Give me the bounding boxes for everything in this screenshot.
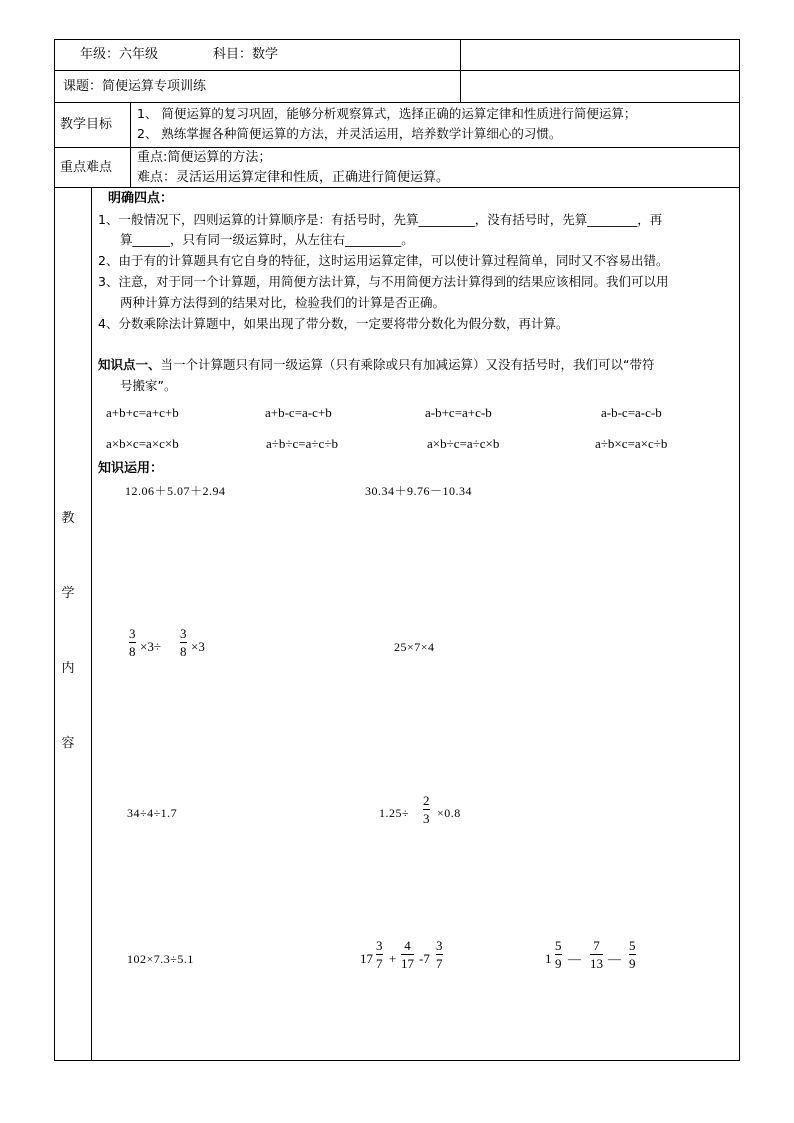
fraction (423, 794, 430, 825)
side-label-char: 教 (61, 511, 75, 526)
side-label-char: 内 (61, 661, 75, 676)
exercise-operator: — (568, 951, 581, 966)
row-divider (54, 70, 740, 71)
rule-item: a+b-c=a-c+b (265, 405, 332, 420)
exercise-operator: ×0.8 (437, 806, 461, 820)
denominator: 13 (590, 956, 603, 971)
fraction-bar (401, 954, 414, 955)
denominator: 17 (401, 956, 414, 971)
content-column-divider (91, 187, 92, 1061)
row-divider (54, 147, 740, 148)
numerator: 5 (555, 938, 562, 953)
denominator: 7 (436, 956, 443, 971)
fraction-bar (629, 954, 636, 955)
keypoint-line: 重点:简便运算的方法； (137, 150, 272, 165)
numerator: 5 (629, 938, 636, 953)
point-text: 算______，只有同一级运算时，从左往右_________。 (120, 232, 414, 247)
fraction (376, 939, 383, 970)
numerator: 3 (376, 938, 383, 953)
keypoint-line: 难点：灵活运用运算定律和性质，正确进行简便运算。 (137, 170, 450, 185)
exercise: 12.06＋5.07＋2.94 (125, 484, 226, 498)
exercise: 102×7.3÷5.1 (127, 952, 194, 966)
point-text: 2、由于有的计算题具有它自身的特征，这时运用运算定律，可以使计算过程简单，同时又不容易出错。 (98, 253, 669, 268)
rule-item: a÷b÷c=a÷c÷b (266, 436, 338, 451)
exercise-operator: + (389, 951, 397, 966)
denominator: 8 (180, 644, 187, 659)
practice-title: 知识运用： (98, 461, 164, 476)
fraction-bar (436, 954, 443, 955)
label-column-divider (130, 102, 131, 187)
rule-item: a÷b×c=a×c÷b (595, 436, 668, 451)
objective-line: 2、 熟练掌握各种简便运算的方法，并灵活运用，培养数学计算细心的习惯。 (137, 126, 562, 141)
exercise-operator: — (608, 951, 621, 966)
fraction (555, 939, 562, 970)
subject-label: 科目：数学 (213, 47, 279, 62)
exercise-operator: ×3 (191, 639, 205, 654)
whole-number: 1 (545, 951, 552, 966)
denominator: 3 (423, 811, 430, 826)
numerator: 3 (180, 626, 187, 641)
fraction (180, 627, 187, 658)
kp1-text: 当一个计算题只有同一级运算（只有乘除或只有加减运算）又没有括号时，我们可以“带符 (160, 357, 655, 372)
whole-number: 17 (360, 951, 373, 966)
point-text: 1、一般情况下，四则运算的计算顺序是：有括号时，先算_________，没有括号时，先算________，再 (98, 212, 663, 227)
exercise-operator: -7 (419, 951, 430, 966)
exercise-operator: ×3÷ (140, 639, 161, 654)
exercise: 30.34＋9.76－10.34 (365, 484, 473, 498)
numerator: 7 (593, 938, 600, 953)
row-divider (54, 187, 740, 188)
fraction-bar (590, 954, 603, 955)
side-label-char: 容 (61, 736, 75, 751)
denominator: 9 (555, 956, 562, 971)
numerator: 3 (436, 938, 443, 953)
point-text: 3、注意，对于同一个计算题，用简便方法计算，与不用简便方法计算得到的结果应该相同。我们可以用 (98, 274, 669, 289)
fraction (401, 939, 414, 970)
exercise: 1.25÷ (379, 806, 410, 820)
keypoints-label: 重点难点 (60, 160, 113, 175)
point-text: 两种计算方法得到的结果对比，检验我们的计算是否正确。 (120, 295, 446, 310)
fraction-bar (423, 809, 430, 810)
denominator: 8 (129, 644, 136, 659)
rule-item: a-b+c=a+c-b (425, 405, 492, 420)
fraction-bar (555, 954, 562, 955)
section-heading: 明确四点： (108, 191, 174, 206)
fraction (629, 939, 636, 970)
denominator: 9 (629, 956, 636, 971)
fraction-bar (180, 642, 187, 643)
numerator: 3 (129, 626, 136, 641)
rule-item: a+b+c=a+c+b (106, 405, 179, 420)
objectives-label: 教学目标 (60, 117, 113, 132)
knowledge-point-1 (98, 357, 655, 372)
header-split (460, 39, 461, 102)
denominator: 7 (376, 956, 383, 971)
kp1-text: 号搬家”。 (120, 378, 177, 393)
rule-item: a-b-c=a-c-b (601, 405, 662, 420)
side-label-char: 学 (61, 586, 75, 601)
fraction-bar (129, 642, 136, 643)
exercise: 34÷4÷1.7 (127, 806, 178, 820)
fraction (129, 627, 136, 658)
rule-item: a×b÷c=a÷c×b (427, 436, 500, 451)
numerator: 2 (423, 793, 430, 808)
fraction-bar (376, 954, 383, 955)
row-divider (54, 102, 740, 103)
topic-label: 课题：简便运算专项训练 (63, 79, 207, 94)
fraction (590, 939, 603, 970)
objective-line: 1、 简便运算的复习巩固，能够分析观察算式，选择正确的运算定律和性质进行简便运算； (137, 106, 637, 121)
exercise: 25×7×4 (394, 640, 435, 654)
numerator: 4 (404, 938, 411, 953)
rule-item: a×b×c=a×c×b (106, 436, 179, 451)
fraction (436, 939, 443, 970)
point-text: 4、分数乘除法计算题中，如果出现了带分数，一定要将带分数化为假分数，再计算。 (98, 316, 569, 331)
grade-label: 年级：六年级 (80, 47, 159, 62)
kp1-title: 知识点一、 (98, 357, 161, 372)
